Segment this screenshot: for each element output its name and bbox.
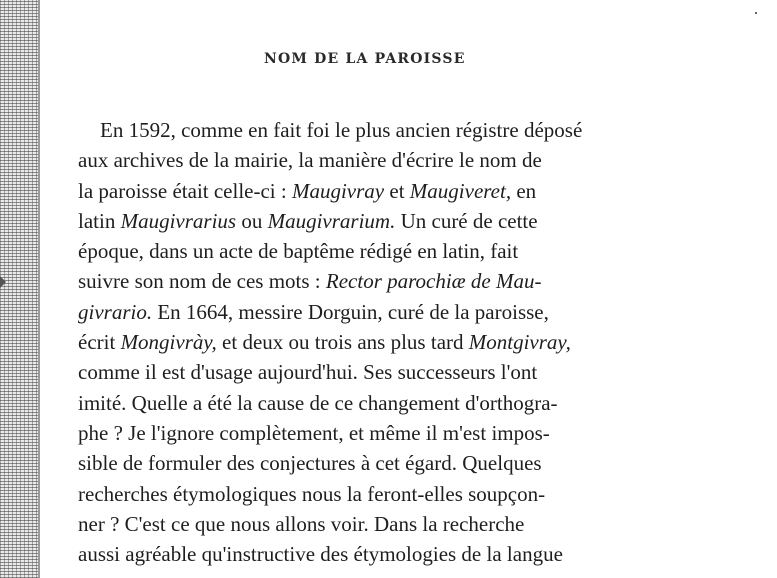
- text-line: comme il est d'usage aujourd'hui. Ses successeurs l'ont: [78, 360, 538, 385]
- gutter-border: [38, 0, 40, 578]
- text-line: ner ? C'est ce que nous allons voir. Dans la recherche: [78, 511, 525, 536]
- text-line: sible de formuler des conjectures à cet égard. Quelques: [78, 451, 542, 476]
- text-line: suivre son nom de ces mots : Rector parochiæ de Mau-: [78, 269, 542, 294]
- running-head: NOM DE LA PAROISSE: [264, 51, 466, 67]
- body-text: [78, 115, 678, 569]
- gutter-marker: [0, 276, 6, 288]
- text-line: époque, dans un acte de baptême rédigé en latin, fait: [78, 239, 519, 264]
- text-line: recherches étymologiques nous la feront-elles soupçon-: [78, 481, 546, 506]
- text-line: aux archives de la mairie, la manière d'écrire le nom de: [78, 148, 542, 173]
- scan-speck: [755, 12, 757, 14]
- text-line: phe ? Je l'ignore complètement, et même il m'est impos-: [78, 420, 550, 445]
- text-line: En 1592, comme en fait foi le plus ancien régistre déposé: [100, 118, 583, 142]
- text-line: latin Maugivrarius ou Maugivrarium. Un curé de cette: [78, 208, 538, 233]
- text-line: aussi agréable qu'instructive des étymologies de la langue: [78, 542, 563, 567]
- scan-gutter-edge: [0, 0, 40, 578]
- text-line: imité. Quelle a été la cause de ce changement d'orthogra-: [78, 390, 558, 415]
- text-line: écrit Mongivrày, et deux ou trois ans plus tard Montgivray,: [78, 330, 571, 355]
- text-line: la paroisse était celle-ci : Maugivray et Maugiveret, en: [78, 178, 537, 203]
- text-line: givrario. En 1664, messire Dorguin, curé de la paroisse,: [78, 299, 549, 324]
